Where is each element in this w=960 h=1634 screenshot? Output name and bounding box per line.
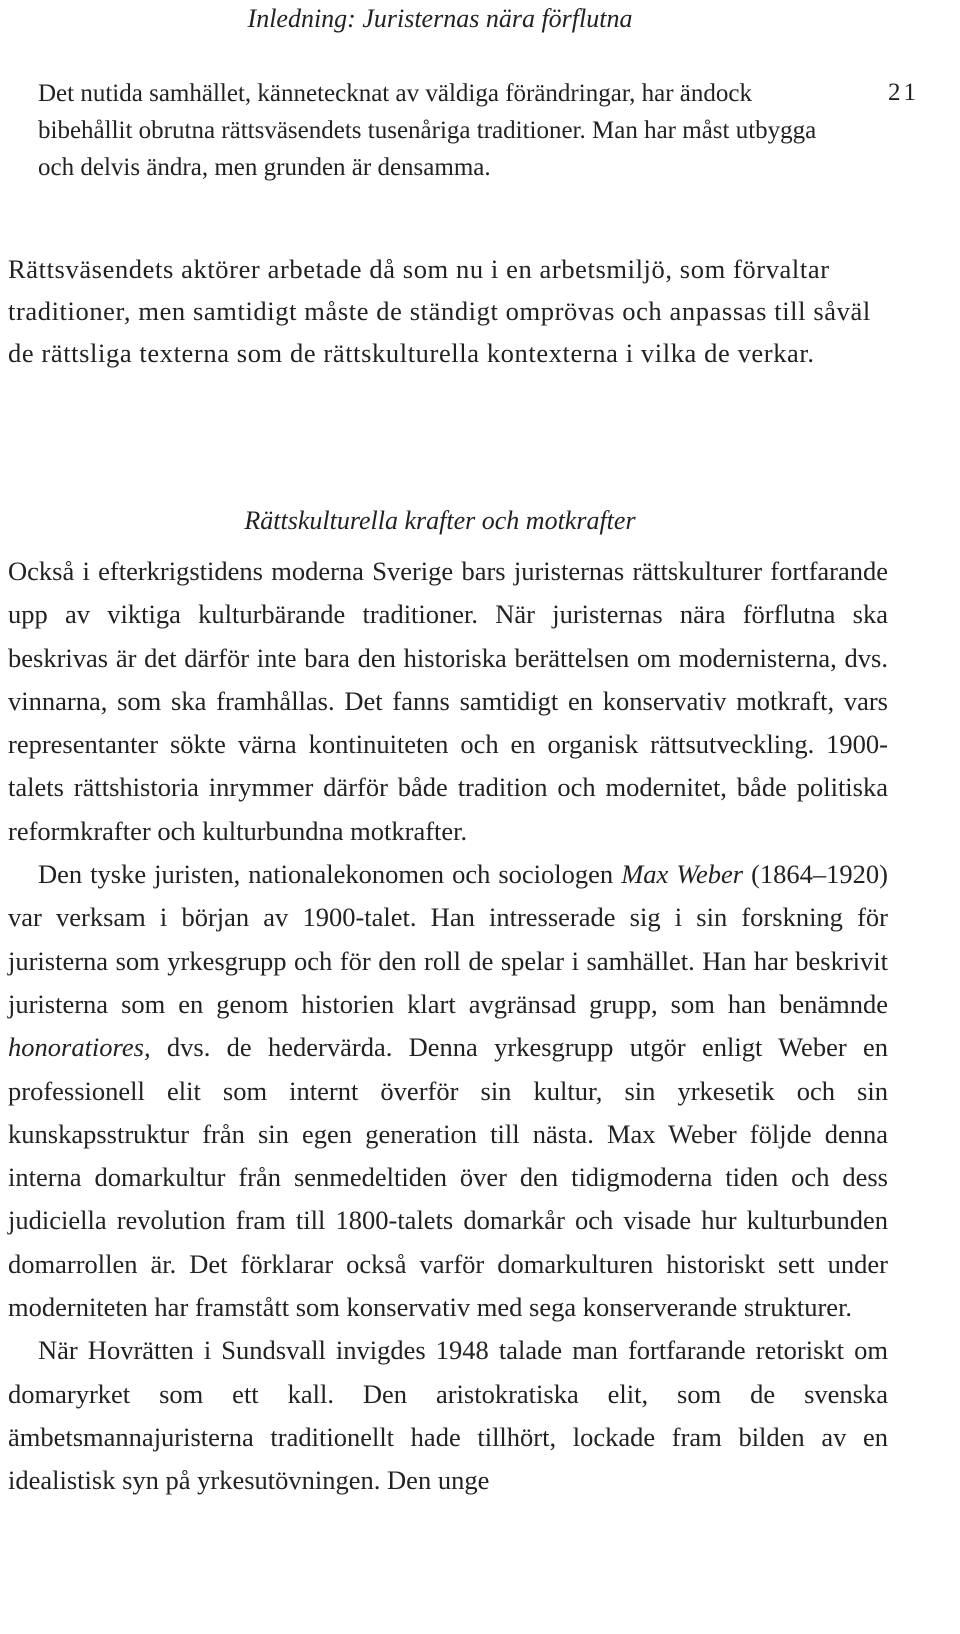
term-honoratiores: honoratiores, bbox=[8, 1032, 151, 1063]
page-number: 21 bbox=[888, 79, 919, 106]
epigraph-text: Det nutida samhället, kännetecknat av väldiga förändringar, har ändock bibehållit obrutna rättsväsendets tusenåriga traditioner. Man har måst utbygga och delvis ändra, men grunden är densamma. bbox=[38, 80, 817, 181]
lead-text: Rättsväsendets aktörer arbetade då som nu i en arbetsmiljö, som förvaltar traditioner, men samtidigt måste de ständigt omprövas och anpassas till såväl de rättsliga texterna som de rättskulturella kontexterna i vilka de verkar. bbox=[8, 254, 871, 368]
section-heading: Rättskulturella krafter och motkrafter bbox=[244, 506, 636, 535]
paragraph-2 bbox=[8, 853, 888, 1329]
paragraph-2-part-1: Den tyske juristen, nationalekonomen och sociologen bbox=[38, 859, 622, 890]
paragraph-3: När Hovrätten i Sundsvall invigdes 1948 talade man fortfarande retoriskt om domaryrket som ett kall. Den aristokratiska elit, som de svenska ämbetsmannajuristerna traditionellt hade tillhört, lockade fram bilden av en idealistisk syn på yrkesutövningen. Den unge bbox=[8, 1335, 888, 1496]
paragraph-2-part-3: dvs. de hedervärda. Denna yrkesgrupp utgör enligt Weber en professionell elit som internt överför sin kultur, sin yrkesetik och sin kunskapsstruktur från sin egen generation till nästa. Max Weber följde denna interna domarkultur från senmedeltiden över den tidigmoderna tiden och dess judiciella revolution fram till 1800-talets domarkår och visade hur kulturbunden domarrollen är. Det förklarar också varför domarkulturen historiskt sett under moderniteten har framstått som konservativ med sega konserverande strukturer. bbox=[8, 1032, 888, 1323]
running-head: Inledning: Juristernas nära förflutna bbox=[247, 4, 633, 33]
epigraph bbox=[38, 75, 828, 186]
body-text bbox=[8, 550, 888, 1503]
lead-paragraph bbox=[8, 248, 888, 374]
paragraph-2-part-2: (1864–1920) var verksam i början av 1900-talet. Han intresserade sig i sin forskning för juristerna som yrkesgrupp och för den roll de spelar i samhället. Han har beskrivit juristerna som en genom historien klart avgränsad grupp, som han benämnde bbox=[8, 859, 888, 1019]
person-name-max-weber: Max Weber bbox=[621, 859, 744, 890]
paragraph-1: Också i efterkrigstidens moderna Sverige bars juristernas rättskulturer fortfarande upp av viktiga kulturbärande traditioner. När juristernas nära förflutna ska beskrivas är det därför inte bara den historiska berättelsen om modernisterna, dvs. vinnarna, som ska framhållas. Det fanns samtidigt en konservativ motkraft, vars representanter sökte värna kontinuiteten och en organisk rättsutveckling. 1900-talets rättshistoria inrymmer därför både tradition och modernitet, både politiska reformkrafter och kulturbundna motkrafter. bbox=[8, 556, 888, 846]
